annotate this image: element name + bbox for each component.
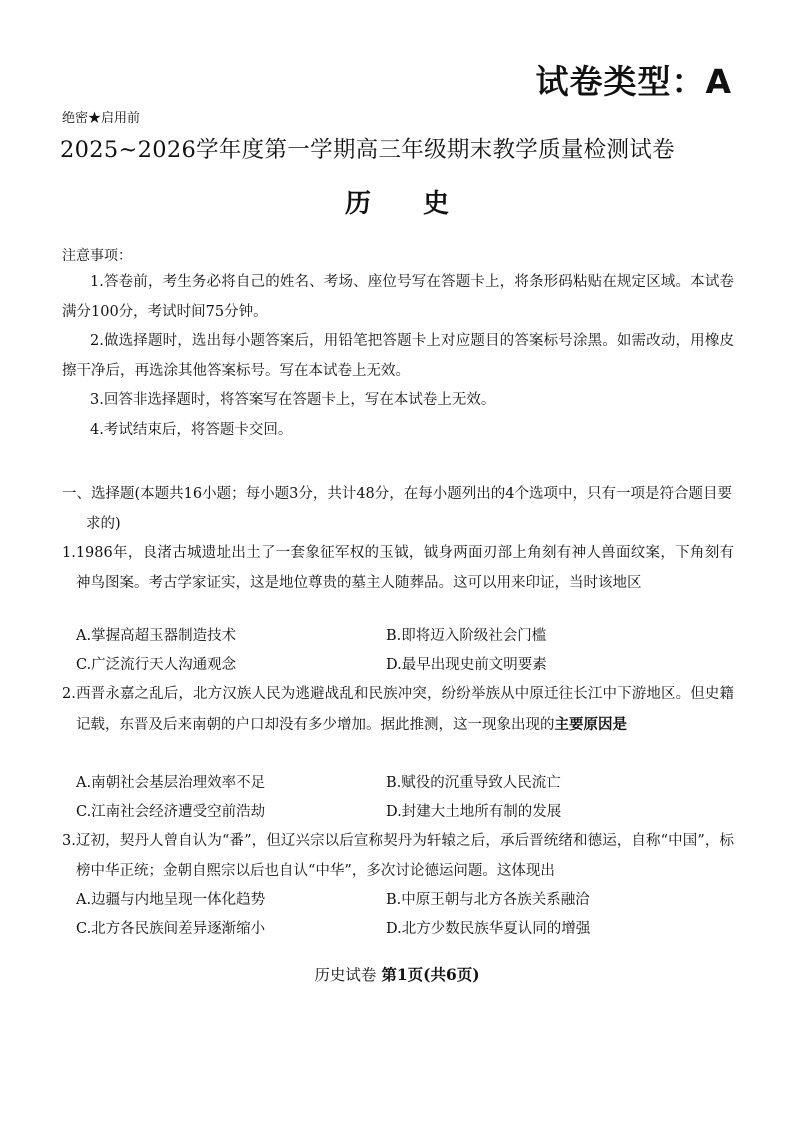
question-1-option-c: C.广泛流行天人沟通观念: [76, 657, 237, 673]
question-2-option-a: A.南朝社会基层治理效率不足: [76, 775, 266, 791]
page-footer: [0, 963, 794, 985]
question-3-stem: 3.辽初，契丹人曾自认为“番”，但辽兴宗以后宣称契丹为轩辕之后，承后晋统绪和德运，自称“中国”，标榜中华正统；金朝自熙宗以后也自认“中华”，多次讨论德运问题。这体现出: [62, 833, 734, 879]
question-3-option-d: D.北方少数民族华夏认同的增强: [386, 921, 591, 937]
question-stem: [62, 680, 734, 740]
question-2-stem-emphasis: 主要原因是: [554, 715, 627, 733]
question-2-option-d: D.封建大土地所有制的发展: [386, 804, 562, 820]
exam-title: 2025~2026学年度第一学期高三年级期末教学质量检测试卷: [60, 137, 675, 163]
question-1-option-a: A.掌握高超玉器制造技术: [76, 628, 237, 644]
question-stem: [62, 539, 734, 598]
subject-title: 历史: [344, 189, 501, 219]
footer-page-info: 第1页(共6页): [381, 965, 480, 984]
question-1-option-d: D.最早出现史前文明要素: [386, 657, 547, 673]
footer-prefix: 历史试卷: [314, 966, 377, 984]
section-heading: 一、选择题(本题共16小题；每小题3分，共计48分，在每小题列出的4个选项中，只有一项是符合题目要求的): [62, 486, 733, 532]
question-1-stem: 1.1986年，良渚古城遗址出土了一套象征军权的玉钺，钺身两面刃部上角刻有神人兽面纹案，下角刻有神鸟图案。考古学家证实，这是地位尊贵的墓主人随葬品。这可以用来印证，当时该地区: [62, 545, 734, 591]
notes-heading: 注意事项：: [62, 248, 132, 264]
exam-type-label: 试卷类型：A: [535, 62, 732, 101]
note-item: 2.做选择题时，选出每小题答案后，用铅笔把答题卡上对应题目的答案标号涂黑。如需改动，用橡皮擦干净后，再选涂其他答案标号。写在本试卷上无效。: [62, 333, 734, 379]
question-stem: [62, 827, 734, 886]
question-2-option-b: B.赋役的沉重导致人民流亡: [386, 775, 561, 791]
note-item: 4.考试结束后，将答题卡交回。: [90, 422, 293, 438]
question-2-stem: 2.西晋永嘉之乱后，北方汉族人民为逃避战乱和民族冲突，纷纷举族从中原迁往长江中下游地区。但史籍记载，东晋及后来南朝的户口却没有多少增加。据此推测，这一现象出现的: [62, 686, 734, 733]
note-item: 1.答卷前，考生务必将自己的姓名、考场、座位号写在答题卡上，将条形码粘贴在规定区域。本试卷满分100分，考试时间75分钟。: [62, 274, 734, 320]
question-1-option-b: B.即将迈入阶级社会门槛: [386, 628, 547, 644]
note-item: 3.回答非选择题时，将答案写在答题卡上，写在本试卷上无效。: [90, 392, 496, 408]
question-3-option-b: B.中原王朝与北方各族关系融洽: [386, 892, 590, 908]
secret-mark: 绝密★启用前: [62, 111, 141, 126]
question-2-option-c: C.江南社会经济遭受空前浩劫: [76, 804, 266, 820]
question-3-option-c: C.北方各民族间差异逐渐缩小: [76, 921, 266, 937]
question-3-option-a: A.边疆与内地呈现一体化趋势: [76, 892, 266, 908]
